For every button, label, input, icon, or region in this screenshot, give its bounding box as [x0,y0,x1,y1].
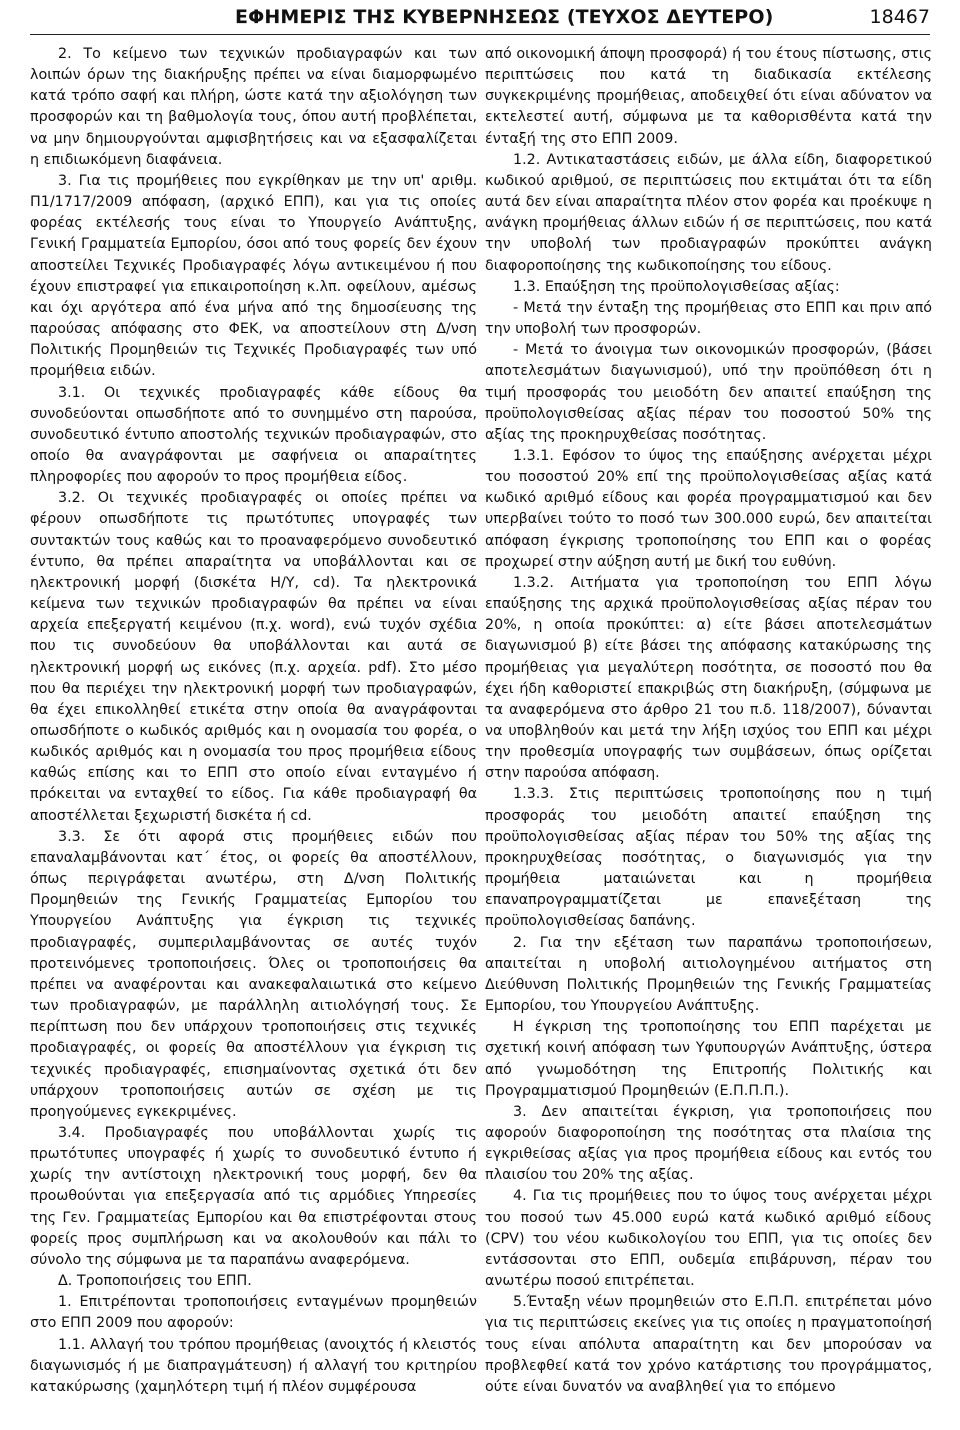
right-column [485,44,932,1398]
paragraph: 3.4. Προδιαγραφές που υποβάλλονται χωρίς τις πρωτότυπες υπογραφές ή χωρίς το συνοδευτικό έντυπο ή χωρίς την αντίστοιχη ηλεκτρονική τους μορφή, δεν θα προωθούνται για επεξεργασία από τις αρμόδιες Υπηρεσίες της Γεν. Γραμματείας Εμπορίου και θα επιστρέφονται στους φορείς προς συμπλήρωση και να ακολουθούν και πάλι το σύνολο της σύμφωνα με τα παραπάνω αναφερόμενα. [30,1124,477,1268]
paragraph: 2. Για την εξέταση των παραπάνω τροποποιήσεων, απαιτείται η υποβολή αιτιολογημένου αιτήματος στη Διεύθυνση Πολιτικής Προμηθειών της Γενικής Γραμματείας Εμπορίου, του Υπουργείου Ανάπτυξης. [485,934,932,1015]
paragraph: 3.1. Οι τεχνικές προδιαγραφές κάθε είδους θα συνοδεύονται οπωσδήποτε από το συνημμένο στη παρούσα, συνοδευτικό έντυπο αποστολής τεχνικών προδιαγραφών, στο οποίο θα αναγράφονται με σαφήνεια οι απαραίτητες πληροφορίες που αφορούν το προς προμήθεια είδος. [30,384,477,486]
paragraph: 1. Επιτρέπονται τροποποιήσεις ενταγμένων προμηθειών στο ΕΠΠ 2009 που αφορούν: [30,1294,477,1332]
gazette-title: ΕΦΗΜΕΡΙΣ ΤΗΣ ΚΥΒΕΡΝΗΣΕΩΣ (ΤΕΥΧΟΣ ΔΕΥΤΕΡΟ) [235,6,774,28]
paragraph: 1.3.2. Αιτήματα για τροποποίηση του ΕΠΠ λόγω επαύξησης της αρχικά προϋπολογισθείσας αξίας πέραν του 20%, η οποία προκύπτει: α) είτε βάσει αποτελεσμάτων διαγωνισμού β) είτε βάσει της απόφασης κατακύρωσης της προμήθειας για μεγαλύτερη ποσότητα, σε ποσοστό που θα έχει ήδη καθοριστεί επακριβώς στη διακήρυξη, (σύμφωνα με τα αναφερόμενα στο άρθρο 21 του π.δ. 118/2007), δύνανται να υποβληθούν και μετά την λήξη ισχύος του ΕΠΠ και μέχρι την προθεσμία υπογραφής των συμβάσεων, όπως ορίζεται στην παρούσα απόφαση. [485,574,932,782]
page-number: 18467 [869,6,930,28]
paragraph: 4. Για τις προμήθειες που το ύψος τους ανέρχεται μέχρι του ποσού των 45.000 ευρώ κατά κωδικό αριθμό είδους (CPV) του νέου κωδικολογίου του ΕΠΠ, για τις οποίες δεν εντάσσονται στο ΕΠΠ, ουδεμία επιβάρυνση, πέραν του ανωτέρω ποσού επιτρέπεται. [485,1188,932,1290]
paragraph: 3. Δεν απαιτείται έγκριση, για τροποποιήσεις που αφορούν διαφοροποίηση της ποσότητας στα πλαίσια της εγκριθείσας αξίας για προς προμήθεια είδους και εντός του πλαισίου του 20% της αξίας. [485,1103,932,1184]
paragraph: 5.Ένταξη νέων προμηθειών στο Ε.Π.Π. επιτρέπεται μόνο για τις περιπτώσεις εκείνες για τις οποίες η πραγματοποίησή τους είναι απόλυτα απαραίτητη και δεν μπορούσαν να προβλεφθεί κατά τον χρόνο κατάρτισης του προγράμματος, ούτε είναι δυνατόν να αναβληθεί για το επόμενο [485,1294,932,1395]
paragraph: 3. Για τις προμήθειες που εγκρίθηκαν με την υπ' αριθμ. Π1/1717/2009 απόφαση, (αρχικό ΕΠΠ), και για τις οποίες φορέας εκτέλεσής τους είναι το Υπουργείο Ανάπτυξης, Γενική Γραμματεία Εμπορίου, όσοι από τους φορείς δεν έχουν αποστείλει Τεχνικές Προδιαγραφές λόγω αντικειμένου ή που έχουν επιστραφεί για επικαιροποίηση κ.λπ. οφείλουν, αμέσως και όχι αργότερα από ένα μήνα από της δημοσίευσης της παρούσας απόφασης στο ΦΕΚ, να αποστείλουν στη Δ/νση Πολιτικής Προμηθειών τις Τεχνικές Προδιαγραφές των υπό προμήθεια ειδών. [30,172,477,380]
paragraph: 1.2. Αντικαταστάσεις ειδών, με άλλα είδη, διαφορετικού κωδικού αριθμού, σε περιπτώσεις που εκτιμάται ότι τα είδη αυτά δεν είναι απαραίτητα πλέον στον φορέα και προέκυψε η ανάγκη προμήθειας άλλων ειδών ή σε περιπτώσεις, που κατά την υποβολή των προδιαγραφών προκύπτει ανάγκη διαφοροποίησης της κωδικοποίησης του είδους. [485,151,932,274]
paragraph: 1.3. Επαύξηση της προϋπολογισθείσας αξίας: [513,278,840,295]
section-heading: Δ. Τροποποιήσεις του ΕΠΠ. [58,1273,252,1290]
left-column [30,44,477,1398]
paragraph: 3.3. Σε ότι αφορά στις προμήθειες ειδών που επαναλαμβάνονται κατ΄ έτος, οι φορείς θα αποστέλλουν, όπως περιγράφεται ανωτέρω, στη Δ/νση Πολιτικής Προμηθειών της Γενικής Γραμματείας Εμπορίου του Υπουργείου Ανάπτυξης για έγκριση τις τεχνικές προδιαγραφές, συμπεριλαμβάνοντας σε αυτές τυχόν προτεινόμενες τροποποιήσεις. Όλες οι τροποποιήσεις θα πρέπει να αναφέρονται και ανακεφαλαιωτικά στο κείμενο των προδιαγραφών, με παράλληλη αιτιολόγησή τους. Σε περίπτωση που δεν υπάρχουν τροποποιήσεις στις τεχνικές προδιαγραφές, οι φορείς θα αποστέλλουν για έγκριση τις τεχνικές προδιαγραφές, επισημαίνοντας σχετικά ότι δεν υπάρχουν τροποποιήσεις αυτών σε σχέση με τις προηγούμενες εγκεκριμένες. [30,828,477,1120]
paragraph: - Μετά το άνοιγμα των οικονομικών προσφορών, (βάσει αποτελεσμάτων διαγωνισμού), υπό την προϋπόθεση ότι η τιμή προσφοράς του μειοδότη δεν απαιτεί επαύξηση της προϋπολογισθείσας αξίας πέραν του ποσοστού 50% της αξίας της προκηρυχθείσας ποσότητας. [485,342,932,443]
paragraph: 1.3.3. Στις περιπτώσεις τροποποίησης που η τιμή προσφοράς του μειοδότη απαιτεί επαύξηση της προϋπολογισθείσας αξίας πέραν του 50% της αξίας της προκηρυχθείσας ποσότητας, ο διαγωνισμός για την προμήθεια ματαιώνεται και η προμήθεια επαναπρογραμματίζεται με επανεξέταση της προϋπολογισθείσας δαπάνης. [485,786,932,930]
paragraph: Η έγκριση της τροποποίησης του ΕΠΠ παρέχεται με σχετική κοινή απόφαση των Υφυπουργών Ανάπτυξης, ύστερα από γνωμοδότηση της Επιτροπής Πολιτικής και Προγραμματισμού Προμηθειών (Ε.Π.Π.Π.). [485,1019,932,1099]
page-header [30,2,930,32]
header-divider [30,34,930,35]
paragraph: 2. Το κείμενο των τεχνικών προδιαγραφών και των λοιπών όρων της διακήρυξης πρέπει να είναι διαμορφωμένο κατά τρόπο σαφή και πλήρη, ώστε κατά την αξιολόγηση των προσφορών και τη βαθμολογία τους, όπου αυτή προβλέπεται, να μην δημιουργούνται αμφισβητήσεις και να εξασφαλίζεται η επιδιωκόμενη διαφάνεια. [30,46,477,168]
paragraph: 3.2. Οι τεχνικές προδιαγραφές οι οποίες πρέπει να φέρουν οπωσδήποτε τις πρωτότυπες υπογραφές των συντακτών τους καθώς και το προαναφερόμενο συνοδευτικό έντυπο, θα πρέπει απαραίτητα να υποβάλλονται και σε ηλεκτρονική μορφή (δισκέτα Η/Υ, cd). Τα ηλεκτρονικά κείμενα των τεχνικών προδιαγραφών θα πρέπει να είναι αρχεία επεξεργατή κειμένου (π.χ. word), ενώ τυχόν σχέδια που τις συνοδεύουν θα υποβάλλονται και αυτά σε ηλεκτρονική μορφή ως εικόνες (π.χ. αρχεία. pdf). Στο μέσο που θα περιέχει την ηλεκτρονική μορφή των προδιαγραφών, θα έχει επικολληθεί ετικέτα στην οποία θα αναγράφονται οπωσδήποτε ο κωδικός αριθμός και η ονομασία του φορέα, ο κωδικός αριθμός και η ονομασία του προς προμήθεια είδους καθώς επίσης και το ΕΠΠ στο οποίο είναι ενταγμένο ή πρόκειται να ενταχθεί το είδος. Για κάθε προδιαγραφή θα αποστέλλεται ξεχωριστή δισκέτα ή cd. [30,490,477,824]
paragraph: 1.1. Αλλαγή του τρόπου προμήθειας (ανοιχτός ή κλειστός διαγωνισμός ή με διαπραγμάτευση) ή αλλαγή του κριτηρίου κατακύρωσης (χαμηλότερη τιμή ή πλέον συμφέρουσα [30,1336,477,1395]
paragraph: από οικονομική άποψη προσφορά) ή του έτους πίστωσης, στις περιπτώσεις που κατά τη διαδικασία εκτέλεσης συγκεκριμένης προμήθειας, αποδειχθεί ότι είναι αδύνατον να εκτελεστεί αυτή, σύμφωνα με τα καθορισθέντα κατά την ένταξή της στο ΕΠΠ 2009. [485,46,932,147]
paragraph: - Μετά την ένταξη της προμήθειας στο ΕΠΠ και πριν από την υποβολή των προσφορών. [485,299,932,338]
paragraph: 1.3.1. Εφόσον το ύψος της επαύξησης ανέρχεται μέχρι του ποσοστού 20% επί της προϋπολογισθείσας αξίας κατά κωδικό αριθμό είδους και φορέα προγραμματισμού και δεν υπερβαίνει τούτο το ποσό των 300.000 ευρώ, δεν απαιτείται απόφαση έγκρισης τροποποίησης του ΕΠΠ και ο φορέας προχωρεί στην αύξηση αυτή με δική του ευθύνη. [485,447,932,570]
